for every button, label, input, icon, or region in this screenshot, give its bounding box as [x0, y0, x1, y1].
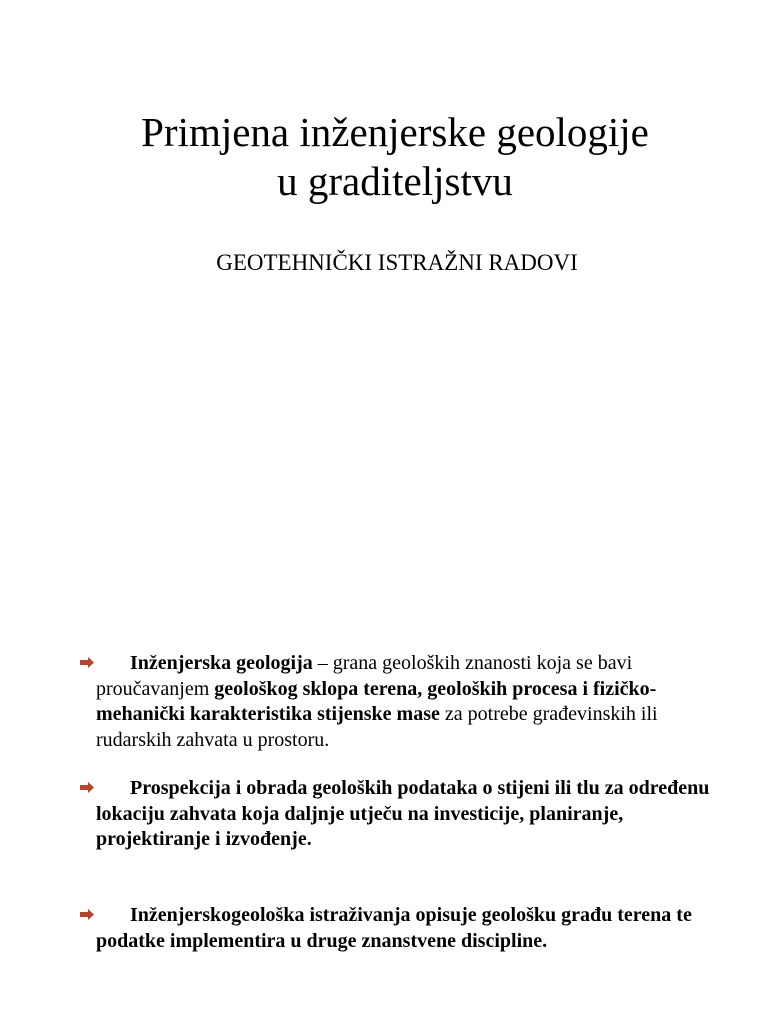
bullet-1-part-3: geološkog sklopa terena, geoloških procesa i fizičko-mehanički karakteristika stijenske mase: [96, 677, 657, 725]
title-line-1: Primjena inženjerske geologije: [141, 109, 649, 155]
slide-subtitle: GEOTEHNIČKI ISTRAŽNI RADOVI: [216, 250, 578, 275]
bullet-3-part-1: Inženjerskogeološka istraživanja opisuje geološku građu terena te podatke implementira u druge znanstvene discipline.: [96, 904, 692, 952]
bullet-2-part-1: Prospekcija i obrada geoloških podataka o stijeni ili tlu za određenu lokaciju zahvata koja daljnje utječu na investicije, planiranje, projektiranje i izvođenje.: [96, 777, 710, 850]
title-line-2: u graditeljstvu: [277, 158, 513, 204]
arrow-right-icon: [80, 657, 94, 668]
slide-title: [40, 108, 750, 206]
bullet-item-2: [96, 776, 736, 853]
bullet-item-1: [96, 651, 736, 753]
bullet-1-part-4: za potrebe građevinskih ili rudarskih zahvata u prostoru.: [96, 703, 658, 751]
arrow-right-icon: [80, 782, 94, 793]
bullet-1-part-1: Inženjerska geologija: [130, 652, 313, 674]
arrow-right-icon: [80, 909, 94, 920]
bullet-1-part-2: – grana geoloških znanosti koja se bavi proučavanjem: [96, 652, 633, 700]
bullet-item-3: [96, 903, 736, 954]
